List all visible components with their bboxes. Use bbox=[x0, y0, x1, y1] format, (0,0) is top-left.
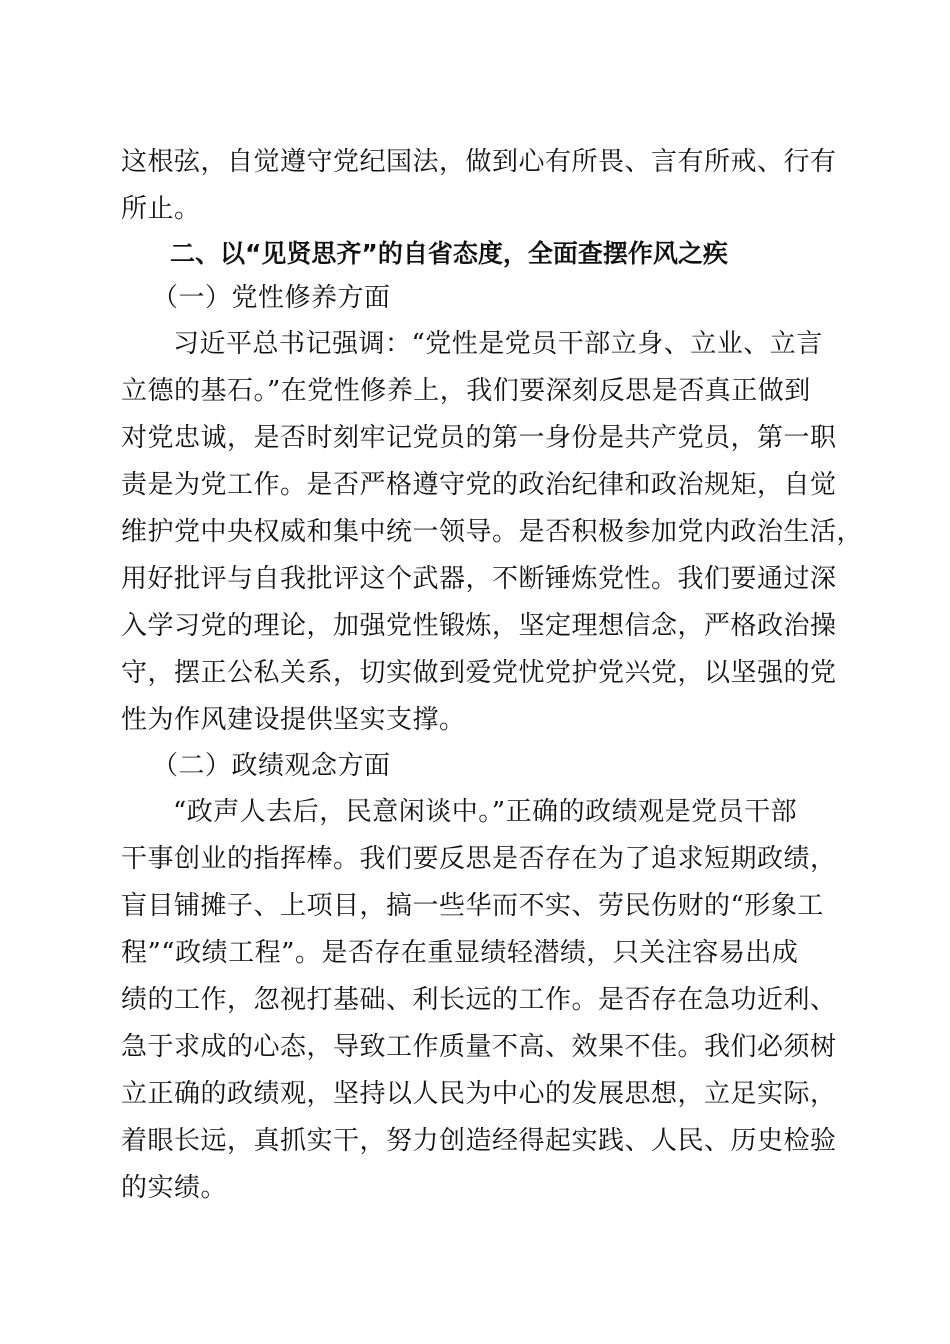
text-line: 的实绩。 bbox=[121, 1173, 228, 1203]
text-line: 对党忠诚，是否时刻牢记党员的第一身份是共产党员，第一职 bbox=[121, 423, 837, 453]
text-line: 着眼长远，真抓实干，努力创造经得起实践、人民、历史检验 bbox=[121, 1126, 837, 1156]
text-line: 急于求成的心态，导致工作质量不高、效果不佳。我们必须树 bbox=[121, 1032, 837, 1062]
subsection-heading: （二）政绩观念方面 bbox=[152, 751, 391, 781]
text-line: 用好批评与自我批评这个武器，不断锤炼党性。我们要通过深 bbox=[121, 564, 837, 594]
text-line: 维护党中央权威和集中统一领导。是否积极参加党内政治生活， bbox=[121, 517, 864, 547]
text-line: 所止。 bbox=[121, 194, 201, 224]
text-line: 盲目铺摊子、上项目，搞一些华而不实、劳民伤财的“形象工 bbox=[121, 891, 824, 921]
paragraph-first-line: “政声人去后，民意闲谈中。”正确的政绩观是党员干部 bbox=[173, 797, 798, 827]
text-line: 干事创业的指挥棒。我们要反思是否存在为了追求短期政绩， bbox=[121, 844, 837, 874]
paragraph-first-line: 习近平总书记强调：“党性是党员干部立身、立业、立言 bbox=[173, 329, 823, 359]
text-line: 立德的基石。”在党性修养上，我们要深刻反思是否真正做到 bbox=[121, 376, 811, 406]
subsection-heading: （一）党性修养方面 bbox=[152, 283, 391, 313]
text-line: 这根弦，自觉遵守党纪国法，做到心有所畏、言有所戒、行有 bbox=[121, 147, 837, 177]
section-heading: 二、以“见贤思齐”的自省态度，全面查摆作风之疾 bbox=[170, 239, 728, 268]
text-line: 绩的工作，忽视打基础、利长远的工作。是否存在急功近利、 bbox=[121, 985, 837, 1015]
text-line: 入学习党的理论，加强党性锻炼，坚定理想信念，严格政治操 bbox=[121, 611, 837, 641]
text-line: 程”“政绩工程”。是否存在重显绩轻潜绩，只关注容易出成 bbox=[121, 938, 799, 968]
text-line: 责是为党工作。是否严格遵守党的政治纪律和政治规矩，自觉 bbox=[121, 470, 837, 500]
text-line: 性为作风建设提供坚实支撑。 bbox=[121, 705, 466, 735]
text-line: 守，摆正公私关系，切实做到爱党忧党护党兴党，以坚强的党 bbox=[121, 658, 837, 688]
text-line: 立正确的政绩观，坚持以人民为中心的发展思想，立足实际， bbox=[121, 1079, 837, 1109]
